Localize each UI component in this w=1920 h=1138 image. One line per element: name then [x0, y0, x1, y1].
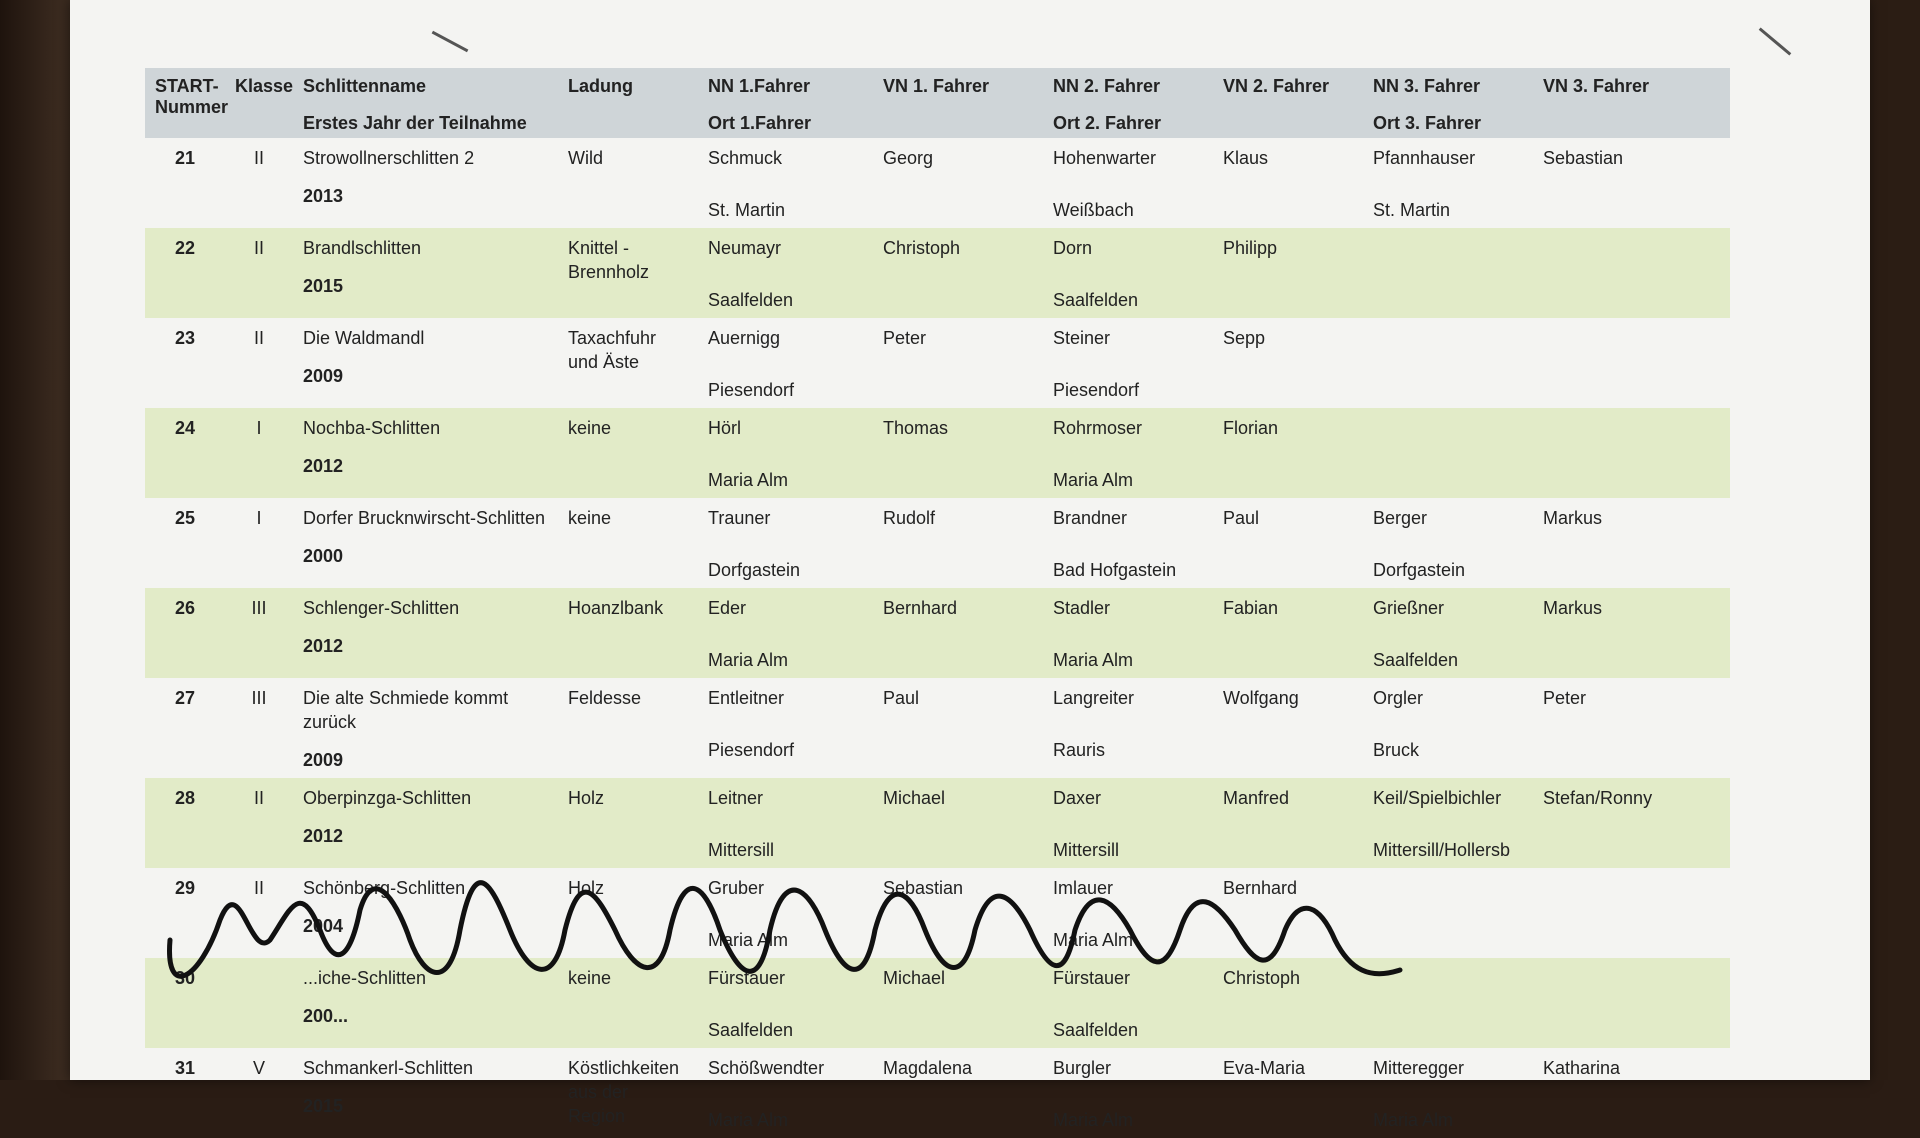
fahrer3-cell [1363, 678, 1533, 778]
table-row [145, 228, 1730, 318]
table-row [145, 958, 1730, 1048]
fahrer1-cell [698, 678, 873, 778]
ladung-cell: keine [568, 508, 612, 528]
vn3 [1533, 868, 1730, 958]
fahrer2-cell [1043, 678, 1213, 778]
klasse-cell [225, 958, 293, 1048]
ort1: Piesendorf [708, 380, 795, 400]
vn1: Magdalena [883, 1058, 973, 1078]
ladung-cell: Knittel - Brennholz [558, 228, 698, 318]
header-nn3: NN 3. Fahrer [1373, 76, 1481, 96]
klasse-cell: II [253, 878, 264, 898]
ort1: Dorfgastein [708, 560, 801, 580]
fahrer1-cell [698, 588, 873, 678]
vn3: Peter [1543, 688, 1587, 708]
schlitten-cell [293, 138, 558, 228]
ort2: Saalfelden [1053, 290, 1139, 310]
vn3: Sebastian [1543, 148, 1624, 168]
schlittenname: Strowollnerschlitten 2 [303, 148, 475, 168]
start-number: 22 [145, 228, 225, 318]
vn2: Sepp [1223, 328, 1266, 348]
ladung-cell: Holz [558, 778, 698, 868]
fahrer1-cell [698, 778, 873, 868]
vn2: Eva-Maria [1223, 1058, 1306, 1078]
schlittenname: Oberpinzga-Schlitten [303, 788, 472, 808]
schlittenname: ...iche-Schlitten [303, 968, 427, 988]
nn1: Trauner [708, 508, 771, 528]
vn3 [1533, 318, 1730, 408]
fahrer1-cell [698, 228, 873, 318]
vn2: Florian [1213, 408, 1363, 498]
ort2: Piesendorf [1053, 380, 1140, 400]
schlitten-cell [293, 868, 558, 958]
ort3: Bruck [1373, 740, 1420, 760]
nn1: Hörl [708, 418, 742, 438]
vn1: Thomas [873, 408, 1043, 498]
klasse-cell: I [225, 408, 293, 498]
ort2: Maria Alm [1053, 650, 1134, 670]
nn2: Rohrmoser [1053, 418, 1143, 438]
nn3: Mitteregger [1373, 1058, 1465, 1078]
start-number: 24 [145, 408, 225, 498]
fahrer1-cell [698, 498, 873, 588]
start-number: 21 [174, 148, 196, 168]
tape-mark [1759, 27, 1792, 55]
ort2: Maria Alm [1053, 930, 1134, 950]
fahrer3-cell [1363, 228, 1533, 318]
schlitten-cell [293, 228, 558, 318]
fahrer2-cell [1043, 868, 1213, 958]
klasse-cell: V [252, 1058, 265, 1078]
schlittenname: Brandlschlitten [303, 238, 422, 258]
erstes-jahr: 2000 [303, 546, 344, 566]
fahrer1-cell [698, 958, 873, 1048]
vn2: Klaus [1223, 148, 1269, 168]
erstes-jahr: 200... [303, 1006, 349, 1026]
nn1: Fürstauer [708, 968, 786, 988]
fahrer3-cell [1363, 868, 1533, 958]
erstes-jahr: 2009 [303, 366, 344, 386]
header-row [145, 68, 1730, 138]
ladung-cell: Hoanzlbank [558, 588, 698, 678]
nn2: Stadler [1053, 598, 1111, 618]
header-ort2: Ort 2. Fahrer [1053, 113, 1162, 133]
ort1: Piesendorf [708, 740, 795, 760]
schlittenname: Die alte Schmiede kommt zurück [303, 688, 509, 732]
nn2: Fürstauer [1053, 968, 1131, 988]
klasse-cell: II [225, 778, 293, 868]
ort1: Maria Alm [708, 930, 789, 950]
fahrer2-cell [1043, 958, 1213, 1048]
table-row [145, 778, 1730, 868]
schlitten-cell [293, 678, 558, 778]
erstes-jahr: 2013 [303, 186, 344, 206]
vn1: Georg [883, 148, 934, 168]
schlittenname: Schmankerl-Schlitten [303, 1058, 474, 1078]
vn2: Christoph [1213, 958, 1363, 1048]
vn3 [1533, 408, 1730, 498]
ort2: Rauris [1053, 740, 1106, 760]
ort1: Maria Alm [708, 1110, 789, 1130]
header-schlittenname-label: Schlittenname [303, 76, 427, 96]
header-schlittenname [293, 68, 558, 138]
header-start-line2: Nummer [155, 97, 229, 117]
nn3: Orgler [1373, 688, 1424, 708]
nn3: Grießner [1373, 598, 1445, 618]
header-fahrer1 [698, 68, 873, 138]
klasse-cell: II [253, 328, 264, 348]
header-ort3: Ort 3. Fahrer [1373, 113, 1482, 133]
start-list-table [145, 68, 1730, 1138]
vn1: Paul [883, 688, 920, 708]
fahrer3-cell [1363, 408, 1533, 498]
fahrer2-cell [1043, 318, 1213, 408]
klasse-cell: I [256, 508, 262, 528]
ort1: Saalfelden [708, 290, 794, 310]
table-row [145, 868, 1730, 958]
start-number: 23 [174, 328, 196, 348]
vn1: Peter [883, 328, 927, 348]
fahrer2-cell [1043, 138, 1213, 228]
nn2: Dorn [1053, 238, 1093, 258]
ladung-cell: Köstlichkeiten aus der Region [568, 1058, 680, 1126]
klasse-cell: III [251, 688, 267, 708]
schlittenname: Dorfer Brucknwirscht-Schlitten [303, 508, 546, 528]
nn1: Leitner [708, 788, 764, 808]
header-start-nummer [145, 68, 229, 138]
header-vn3: VN 3. Fahrer [1533, 68, 1730, 138]
vn3 [1533, 958, 1730, 1048]
erstes-jahr: 2012 [303, 826, 344, 846]
fahrer1-cell [698, 138, 873, 228]
start-number: 29 [174, 878, 196, 898]
nn1: Neumayr [708, 238, 782, 258]
erstes-jahr: 2015 [303, 276, 344, 296]
tape-mark [432, 31, 469, 52]
table-row [145, 408, 1730, 498]
ort2: Maria Alm [1053, 470, 1134, 490]
nn1: Eder [708, 598, 747, 618]
klasse-cell: III [225, 588, 293, 678]
vn2: Paul [1223, 508, 1260, 528]
nn1: Gruber [708, 878, 765, 898]
start-number: 27 [174, 688, 196, 708]
klasse-cell: II [253, 148, 264, 168]
ladung-cell: keine [558, 958, 698, 1048]
vn3: Stefan/Ronny [1533, 778, 1730, 868]
header-start-line1: START- [155, 76, 219, 96]
fahrer1-cell [698, 868, 873, 958]
start-number: 30 [145, 958, 225, 1048]
fahrer1-cell [698, 1048, 873, 1138]
fahrer2-cell [1043, 778, 1213, 868]
nn1: Schmuck [708, 148, 783, 168]
fahrer3-cell [1363, 1048, 1533, 1138]
ort1: Maria Alm [708, 470, 789, 490]
nn3: Pfannhauser [1373, 148, 1476, 168]
header-nn2: NN 2. Fahrer [1053, 76, 1161, 96]
ort2: Weißbach [1053, 200, 1134, 220]
nn2: Steiner [1053, 328, 1111, 348]
vn2: Fabian [1213, 588, 1363, 678]
ladung-cell: Feldesse [568, 688, 642, 708]
schlitten-cell [293, 408, 558, 498]
schlittenname: Schönberg-Schlitten [303, 878, 466, 898]
ort2: Bad Hofgastein [1053, 560, 1177, 580]
fahrer3-cell [1363, 498, 1533, 588]
erstes-jahr: 2015 [303, 1096, 344, 1116]
vn3: Markus [1543, 508, 1603, 528]
header-nn1: NN 1.Fahrer [708, 76, 811, 96]
table-row [145, 498, 1730, 588]
nn2: Langreiter [1053, 688, 1135, 708]
schlittenname: Die Waldmandl [303, 328, 425, 348]
schlitten-cell [293, 588, 558, 678]
nn2: Hohenwarter [1053, 148, 1157, 168]
ort1: St. Martin [708, 200, 786, 220]
schlitten-cell [293, 1048, 558, 1138]
schlittenname: Nochba-Schlitten [303, 418, 441, 438]
nn2: Imlauer [1053, 878, 1114, 898]
ort1: Saalfelden [708, 1020, 794, 1040]
fahrer2-cell [1043, 588, 1213, 678]
fahrer3-cell [1363, 778, 1533, 868]
table-row [145, 318, 1730, 408]
ort2: Mittersill [1053, 840, 1119, 860]
header-fahrer2 [1043, 68, 1213, 138]
ort3: Saalfelden [1373, 650, 1459, 670]
fahrer2-cell [1043, 498, 1213, 588]
header-ort1: Ort 1.Fahrer [708, 113, 812, 133]
nn1: Entleitner [708, 688, 785, 708]
ort1: Mittersill [708, 840, 774, 860]
nn2: Burgler [1053, 1058, 1112, 1078]
vn3: Katharina [1543, 1058, 1621, 1078]
vn2: Philipp [1213, 228, 1363, 318]
vn1: Sebastian [883, 878, 964, 898]
ladung-cell: Wild [568, 148, 603, 168]
vn1: Rudolf [883, 508, 936, 528]
ort3: St. Martin [1373, 200, 1451, 220]
erstes-jahr: 2004 [303, 916, 344, 936]
nn2: Daxer [1053, 788, 1102, 808]
ort3: Dorfgastein [1373, 560, 1466, 580]
vn1: Bernhard [873, 588, 1043, 678]
table-row [145, 1048, 1730, 1138]
fahrer3-cell [1363, 138, 1533, 228]
ort2: Maria Alm [1053, 1110, 1134, 1130]
vn2: Bernhard [1223, 878, 1298, 898]
ladung-cell: keine [558, 408, 698, 498]
header-vn2: VN 2. Fahrer [1213, 68, 1363, 138]
start-number: 26 [145, 588, 225, 678]
ort1: Maria Alm [708, 650, 789, 670]
nn1: Schößwendter [708, 1058, 825, 1078]
vn1: Michael [873, 778, 1043, 868]
start-number: 28 [145, 778, 225, 868]
nn3: Keil/Spielbichler [1373, 788, 1502, 808]
fahrer3-cell [1363, 318, 1533, 408]
fahrer1-cell [698, 318, 873, 408]
table-row [145, 588, 1730, 678]
nn2: Brandner [1053, 508, 1128, 528]
table-row [145, 678, 1730, 778]
nn3: Berger [1373, 508, 1428, 528]
ort3: Maria Alm [1373, 1110, 1454, 1130]
fahrer1-cell [698, 408, 873, 498]
start-number: 25 [174, 508, 196, 528]
vn1: Michael [873, 958, 1043, 1048]
vn3: Markus [1533, 588, 1730, 678]
vn2: Wolfgang [1223, 688, 1299, 708]
header-erstes-jahr: Erstes Jahr der Teilnahme [303, 113, 527, 133]
schlittenname: Schlenger-Schlitten [303, 598, 460, 618]
header-vn1: VN 1. Fahrer [873, 68, 1043, 138]
header-klasse: Klasse [225, 68, 293, 138]
header-ladung: Ladung [558, 68, 698, 138]
schlitten-cell [293, 318, 558, 408]
fahrer2-cell [1043, 408, 1213, 498]
schlitten-cell [293, 778, 558, 868]
schlitten-cell [293, 498, 558, 588]
header-fahrer3 [1363, 68, 1533, 138]
vn3 [1533, 228, 1730, 318]
start-number: 31 [174, 1058, 196, 1078]
fahrer3-cell [1363, 958, 1533, 1048]
fahrer3-cell [1363, 588, 1533, 678]
vn1: Christoph [873, 228, 1043, 318]
erstes-jahr: 2012 [303, 456, 344, 476]
table-body [145, 138, 1730, 1138]
ladung-cell: Holz [568, 878, 605, 898]
ort3: Mittersill/Hollersb [1373, 840, 1511, 860]
ort2: Saalfelden [1053, 1020, 1139, 1040]
fahrer2-cell [1043, 1048, 1213, 1138]
klasse-cell: II [225, 228, 293, 318]
table-row [145, 138, 1730, 228]
vn2: Manfred [1213, 778, 1363, 868]
erstes-jahr: 2012 [303, 636, 344, 656]
schlitten-cell [293, 958, 558, 1048]
ladung-cell: Taxachfuhr und Äste [568, 328, 657, 372]
nn1: Auernigg [708, 328, 781, 348]
fahrer2-cell [1043, 228, 1213, 318]
erstes-jahr: 2009 [303, 750, 344, 770]
